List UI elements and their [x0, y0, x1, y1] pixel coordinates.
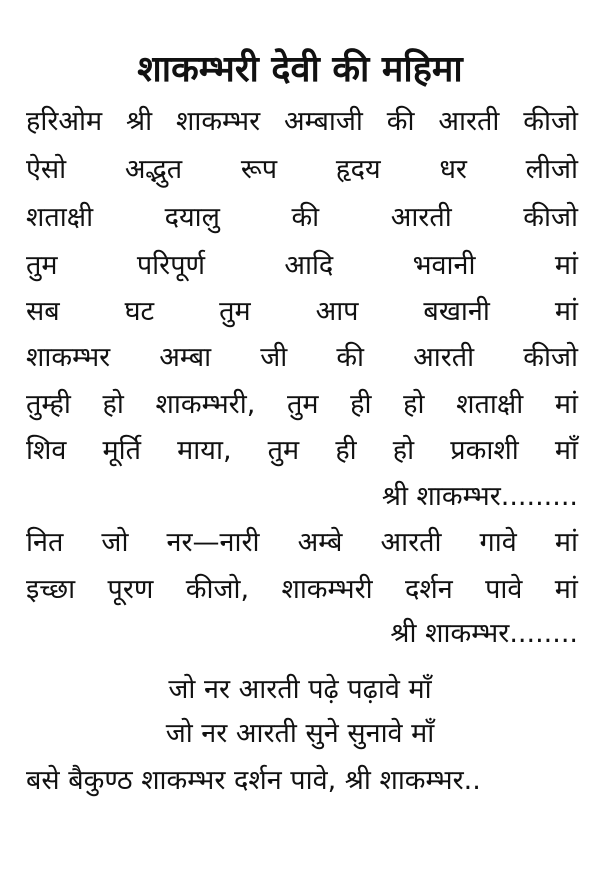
verse-word: आरती — [390, 202, 452, 233]
closing-line-2: जो नर आरती सुने सुनावे माँ — [165, 718, 435, 749]
verse-word: शताक्षी — [26, 202, 94, 233]
verse-word: परिपूर्ण — [136, 250, 206, 281]
verse-line-8 — [26, 429, 578, 473]
verse-word: की — [291, 202, 320, 233]
verse-word: भवानी — [412, 250, 476, 281]
verse-word: शाकम्भरी, — [155, 389, 256, 420]
verse-word: की — [386, 106, 415, 137]
page-title: शाकम्भरी देवी की महिमा — [137, 49, 463, 90]
verse-word: माया, — [177, 435, 232, 466]
verse-word: आदि — [284, 250, 334, 281]
verse-line-3 — [26, 196, 578, 240]
verse-word: इच्छा — [26, 574, 76, 605]
verse-word: मां — [554, 574, 578, 605]
verse-line-4 — [26, 244, 578, 288]
closing-line-1: जो नर आरती पढ़े पढ़ावे माँ — [168, 674, 432, 705]
verse-word: शाकम्भर — [175, 106, 261, 137]
verse-word: मां — [554, 389, 578, 420]
verse-word: आरती — [413, 342, 475, 373]
verse-line-7 — [26, 383, 578, 427]
verse-word: शताक्षी — [456, 389, 524, 420]
verse-word: ऐसो — [26, 154, 67, 185]
verse-word: घट — [124, 296, 155, 327]
verse-word: आप — [315, 296, 359, 327]
verse-word: कीजो — [523, 342, 578, 373]
verse-word: तुम — [219, 296, 251, 327]
verse-word: शाकम्भरी — [281, 574, 373, 605]
verse-word: रूप — [240, 154, 278, 185]
verse-word: हो — [102, 389, 124, 420]
verse-word: तुम — [26, 250, 58, 281]
verse-word: अम्बाजी — [284, 106, 363, 137]
verse-word: ही — [350, 389, 372, 420]
verse-word: ही — [335, 435, 357, 466]
verse-word: दर्शन — [405, 574, 453, 605]
verse-word: पूरण — [107, 574, 154, 605]
verse-word: सब — [26, 296, 60, 327]
verse-word: तुम्ही — [26, 389, 71, 420]
refrain-1: श्री शाकम्भर......... — [381, 481, 578, 512]
verse-line-6 — [26, 336, 578, 380]
refrain-2: श्री शाकम्भर........ — [390, 618, 578, 649]
verse-word: की — [336, 342, 365, 373]
verse-word: आरती — [438, 106, 500, 137]
verse-word: मां — [554, 527, 578, 558]
verse-word: जी — [260, 342, 288, 373]
verse-word: अम्बा — [159, 342, 212, 373]
verse-word: तुम — [267, 435, 300, 466]
verse-line-1 — [26, 100, 578, 144]
verse-word: हृदय — [335, 154, 381, 185]
verse-word: गावे — [479, 527, 517, 558]
verse-word: अम्बे — [297, 527, 343, 558]
verse-word: लीजो — [525, 154, 578, 185]
verse-word: अद्भुत — [124, 154, 183, 185]
closing-line-3: बसे बैकुण्ठ शाकम्भर दर्शन पावे, श्री शाकम्भर.. — [26, 765, 481, 796]
verse-word: जो — [101, 527, 129, 558]
verse-word: धर — [439, 154, 467, 185]
verse-word: मूर्ति — [102, 435, 142, 466]
verse-word: नित — [26, 527, 64, 558]
verse-line-2 — [26, 148, 578, 192]
verse-word: शाकम्भर — [26, 342, 111, 373]
verse-word: तुम — [286, 389, 319, 420]
verse-line-5 — [26, 290, 578, 334]
verse-word: प्रकाशी — [450, 435, 519, 466]
verse-word: कीजो — [523, 106, 578, 137]
verse-word: हो — [403, 389, 425, 420]
verse-word: माँ — [554, 435, 578, 466]
verse-word: कीजो, — [185, 574, 250, 605]
verse-line-9 — [26, 521, 578, 565]
verse-word: मां — [554, 250, 578, 281]
verse-line-10 — [26, 568, 578, 612]
verse-word: दयालु — [164, 202, 220, 233]
verse-word: कीजो — [523, 202, 578, 233]
verse-word: बखानी — [423, 296, 490, 327]
verse-word: नर—नारी — [166, 527, 260, 558]
verse-word: हो — [392, 435, 415, 466]
verse-word: शिव — [26, 435, 67, 466]
verse-word: श्री — [126, 106, 153, 137]
verse-word: हरिओम — [26, 106, 103, 137]
verse-word: पावे — [485, 574, 523, 605]
verse-word: मां — [554, 296, 578, 327]
verse-word: आरती — [380, 527, 442, 558]
